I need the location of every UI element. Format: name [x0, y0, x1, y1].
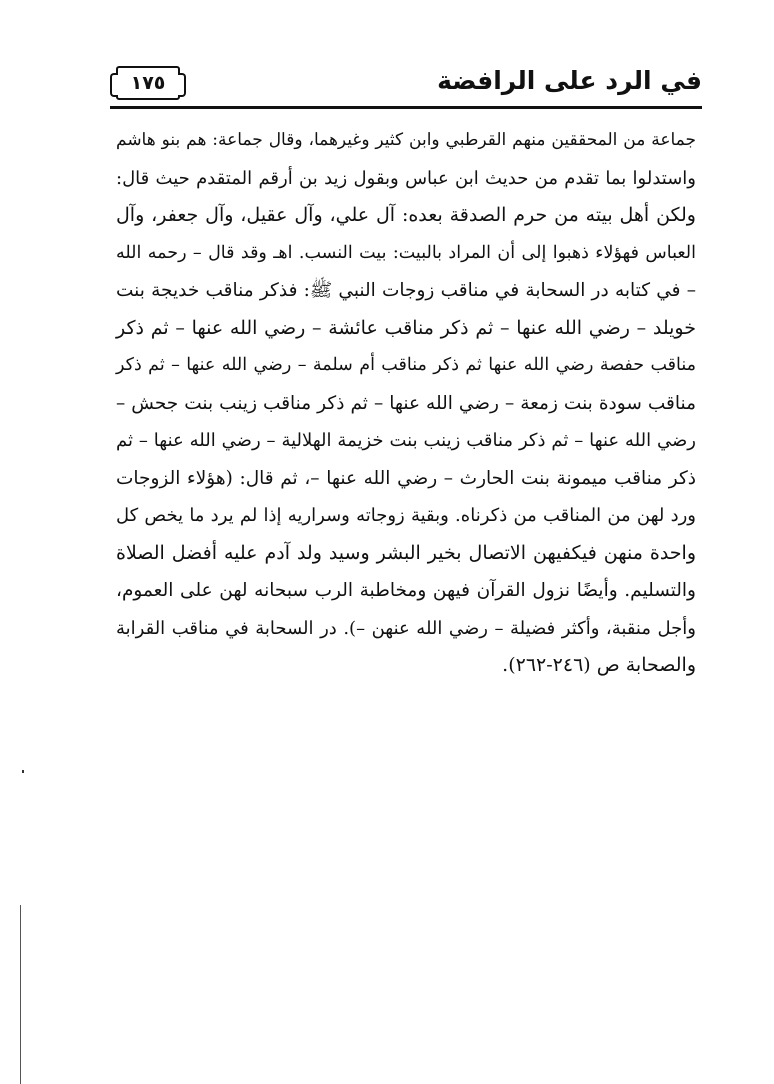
text-line: وأجل منقبة، وأكثر فضيلة – رضي الله عنهن –). در السحابة في مناقب القرابة — [116, 617, 696, 639]
scan-edge-line — [20, 905, 21, 1084]
page-header — [110, 62, 702, 108]
text-line: ولكن أهل بيته من حرم الصدقة بعده: آل علي، وآل عقيل، وآل جعفر، وآل — [116, 204, 696, 226]
running-title: في الرد على الرافضة — [437, 66, 702, 95]
page-number: ١٧٥ — [116, 66, 180, 100]
text-line: مناقب سودة بنت زمعة – رضي الله عنها – ثم ذكر مناقب زينب بنت جحش – — [116, 392, 696, 414]
text-line: خويلد – رضي الله عنها – ثم ذكر مناقب عائشة – رضي الله عنها – ثم ذكر — [116, 316, 696, 339]
text-line: ذكر مناقب ميمونة بنت الحارث – رضي الله عنها –، ثم قال: (هؤلاء الزوجات — [116, 467, 696, 489]
text-line: جماعة من المحققين منهم القرطبي وابن كثير وغيرهما، وقال جماعة: هم بنو هاشم — [116, 130, 696, 150]
body-text — [116, 122, 696, 685]
text-line: والصحابة ص (٢٤٦-٢٦٢). — [502, 654, 696, 676]
text-line: مناقب حفصة رضي الله عنها ثم ذكر مناقب أم سلمة – رضي الله عنها – ثم ذكر — [116, 355, 696, 375]
text-line: العباس فهؤلاء ذهبوا إلى أن المراد بالبيت: بيت النسب. اهـ وقد قال – رحمه الله — [116, 242, 696, 263]
text-line: رضي الله عنها – ثم ذكر مناقب زينب بنت خزيمة الهلالية – رضي الله عنها – ثم — [116, 430, 696, 451]
text-line: واستدلوا بما تقدم من حديث ابن عباس وبقول زيد بن أرقم المتقدم حيث قال: — [116, 167, 696, 189]
text-line: والتسليم. وأيضًا نزول القرآن فيهن ومخاطبة الرب سبحانه لهن على العموم، — [116, 580, 696, 601]
text-line: ورد لهن من المناقب من ذكرناه. وبقية زوجاته وسراريه إذا لم يرد ما يخص كل — [116, 505, 696, 526]
text-line: واحدة منهن فيكفيهن الاتصال بخير البشر وسيد ولد آدم عليه أفضل الصلاة — [116, 541, 696, 564]
header-rule — [110, 106, 702, 109]
scan-speck — [22, 770, 24, 773]
text-line: – في كتابه در السحابة في مناقب زوجات النبي ﷺ: فذكر مناقب خديجة بنت — [116, 280, 696, 301]
